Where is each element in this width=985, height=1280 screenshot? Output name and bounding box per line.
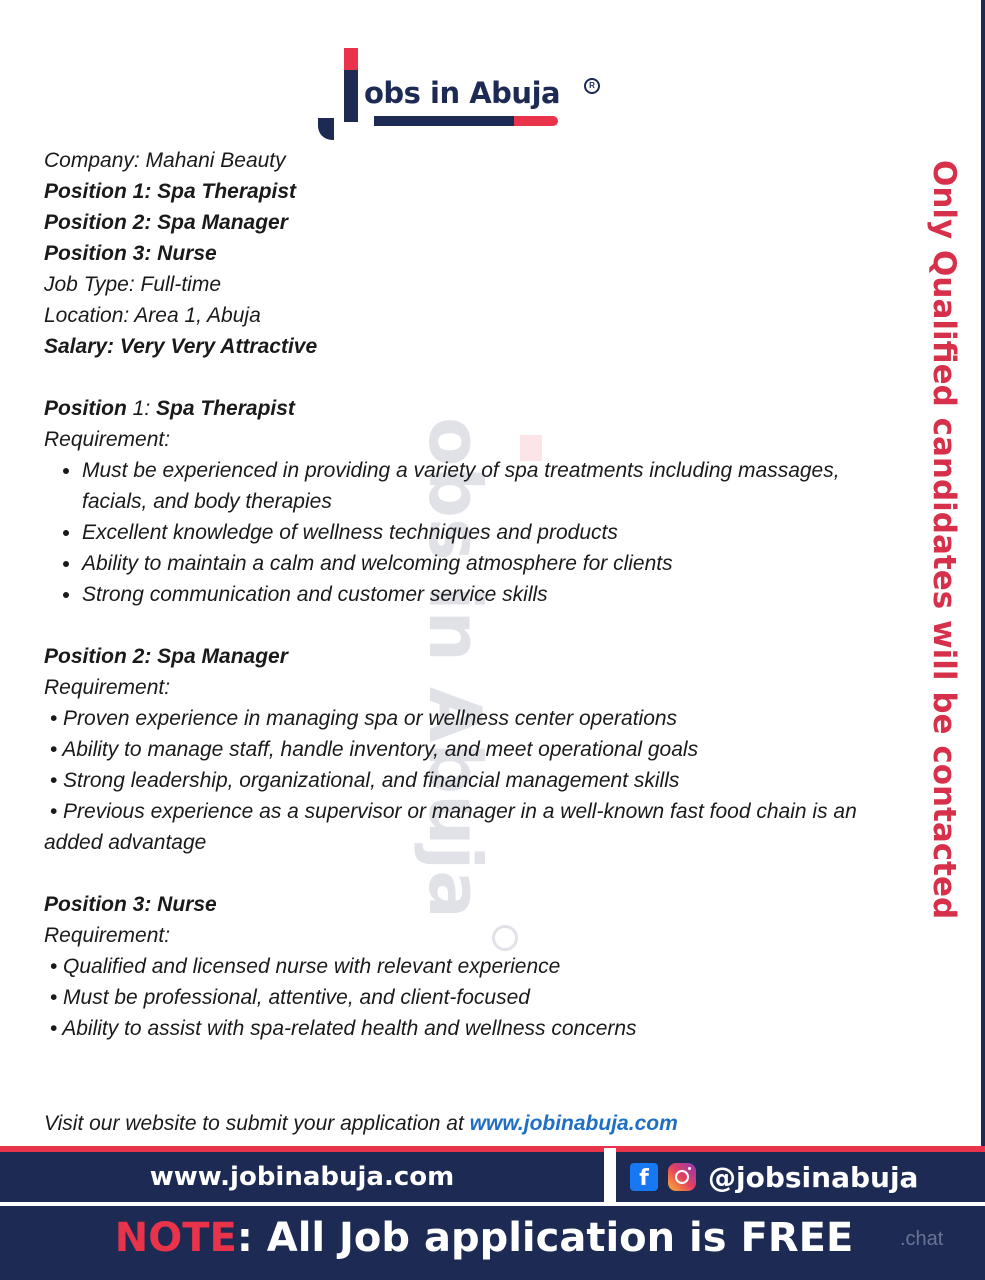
logo-j-stem <box>344 70 358 122</box>
list-item: • Strong communication and customer service skills <box>82 579 894 610</box>
position-1-line: Position 1: Spa Therapist <box>44 180 297 203</box>
list-item: • Strong leadership, organizational, and financial management skills <box>44 769 680 792</box>
qualified-candidates-notice: Only Qualified candidates will be contacted <box>926 160 962 920</box>
side-banner <box>924 160 964 950</box>
list-item: • Ability to assist with spa-related health and wellness concerns <box>44 1017 637 1040</box>
website-link[interactable]: www.jobinabuja.com <box>469 1112 678 1135</box>
section-2-heading: Position 2: Spa Manager <box>44 645 288 668</box>
section-1-requirement-label: Requirement: <box>44 428 171 451</box>
instagram-icon[interactable] <box>668 1163 696 1191</box>
social-handle[interactable]: @jobsinabuja <box>708 1160 919 1194</box>
section-1-heading: Position 1: Spa Therapist <box>44 397 295 420</box>
list-item: • Must be experienced in providing a variety of spa treatments including massages, facials, and body therapies <box>82 455 894 517</box>
position-2-line: Position 2: Spa Manager <box>44 211 288 234</box>
list-item: • Must be professional, attentive, and client-focused <box>44 986 530 1009</box>
footer-divider <box>604 1148 616 1204</box>
logo-j-hook <box>318 118 334 140</box>
job-details <box>44 145 894 1044</box>
company-line: Company: Mahani Beauty <box>44 149 286 172</box>
jobs-in-abuja-logo <box>318 48 608 140</box>
logo-watermark: obs in Abuja <box>370 380 540 940</box>
salary-line: Salary: Very Very Attractive <box>44 335 318 358</box>
list-item: • Ability to maintain a calm and welcoming atmosphere for clients <box>82 548 894 579</box>
list-item: • Excellent knowledge of wellness techniques and products <box>82 517 894 548</box>
registered-mark: R <box>584 78 600 94</box>
position-3-line: Position 3: Nurse <box>44 242 217 265</box>
footer-website[interactable]: www.jobinabuja.com <box>149 1162 455 1192</box>
free-application-note: NOTE: All Job application is FREE <box>114 1215 854 1261</box>
list-item: • Qualified and licensed nurse with relevant experience <box>44 955 561 978</box>
logo-underline-red <box>514 116 558 126</box>
list-item: • Proven experience in managing spa or wellness center operations <box>44 707 678 730</box>
logo-wordmark: obs in Abuja <box>364 76 561 110</box>
facebook-icon[interactable]: f <box>630 1163 658 1191</box>
logo-j-accent <box>344 48 358 70</box>
right-border <box>981 0 985 1150</box>
section-3-requirement-label: Requirement: <box>44 924 171 947</box>
location-line: Location: Area 1, Abuja <box>44 304 261 327</box>
visit-website-line: Visit our website to submit your application at www.jobinabuja.com <box>44 1112 678 1135</box>
chat-watermark: .chat <box>900 1228 944 1250</box>
list-item: • Ability to manage staff, handle inventory, and meet operational goals <box>44 738 699 761</box>
section-1-requirements <box>44 455 894 610</box>
section-2-requirement-label: Requirement: <box>44 676 171 699</box>
list-item: • Previous experience as a supervisor or manager in a well-known fast food chain is an added advantage <box>44 800 863 854</box>
section-3-heading: Position 3: Nurse <box>44 893 217 916</box>
job-type-line: Job Type: Full-time <box>44 273 221 296</box>
footer-social <box>630 1152 918 1202</box>
